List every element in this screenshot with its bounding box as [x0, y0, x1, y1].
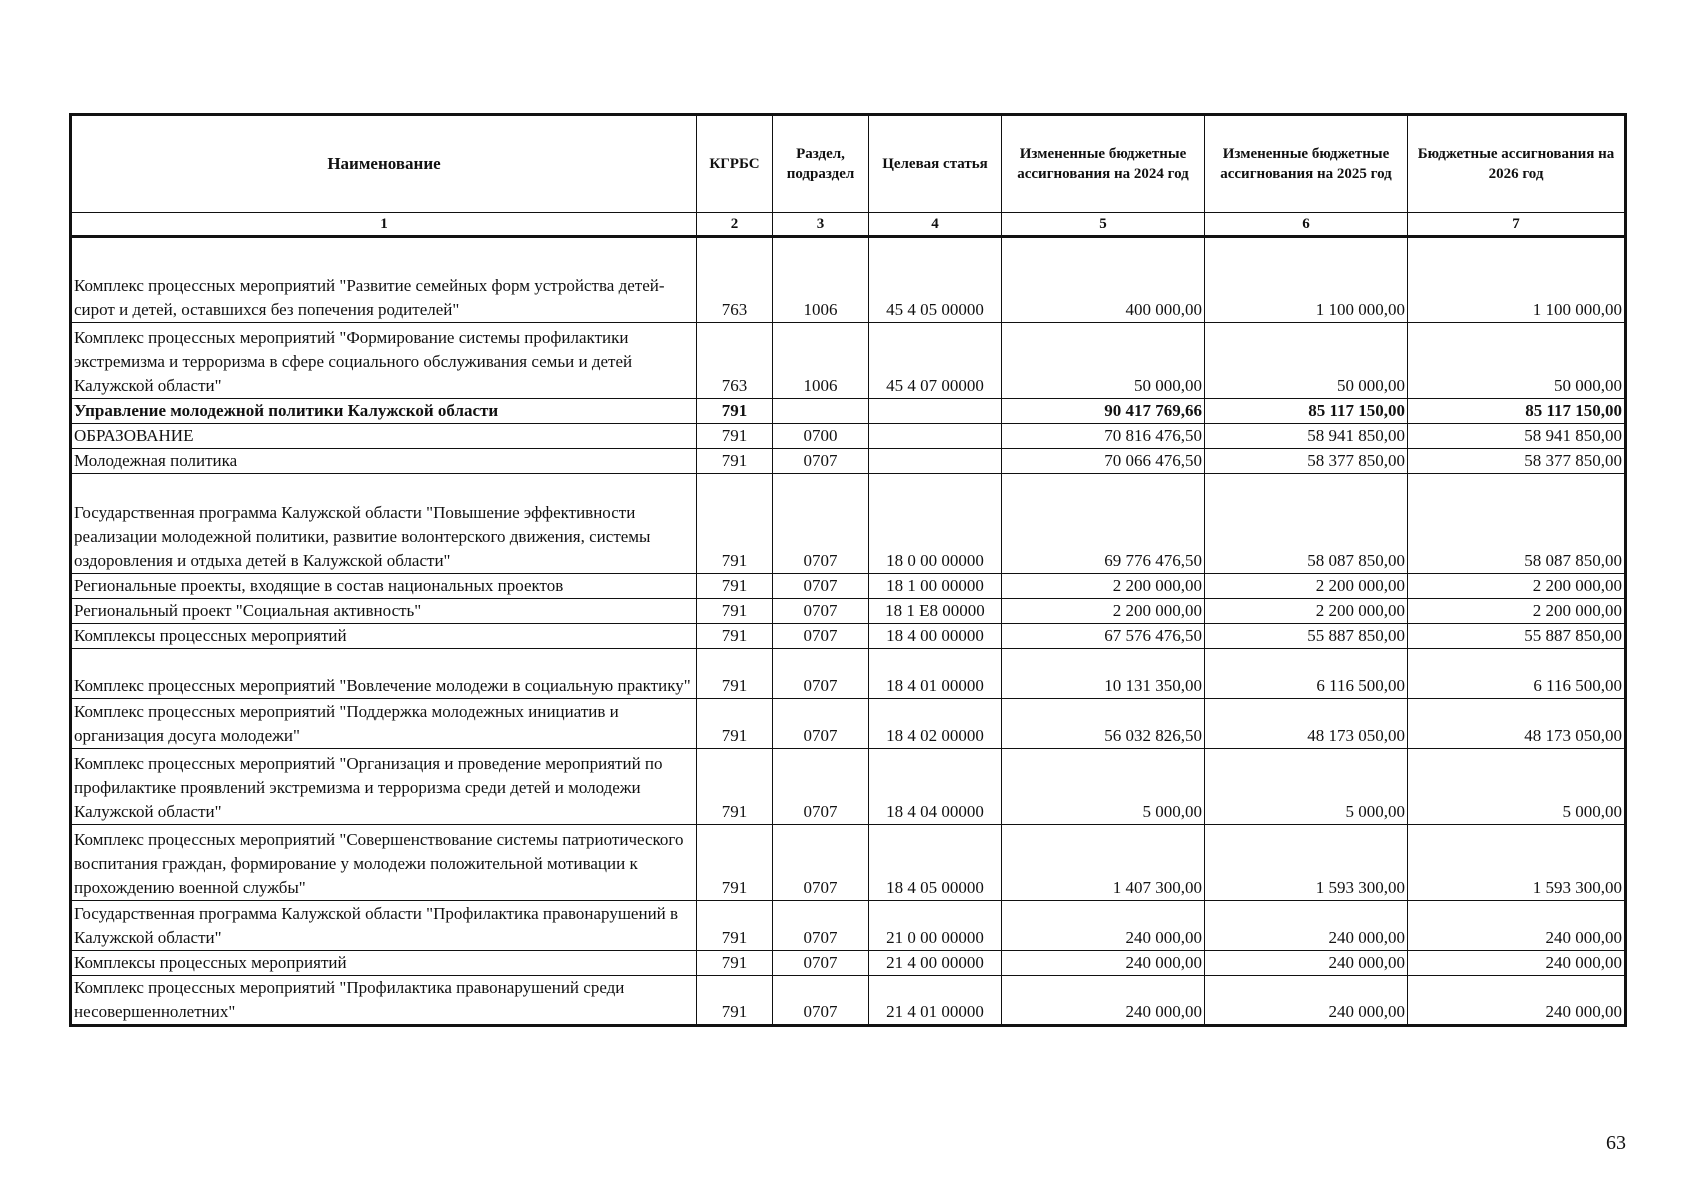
row-name: Комплекс процессных мероприятий "Совершенствование системы патриотического воспитания граждан, формирование у молодежи положительной мотивации к прохождению военной службы" — [71, 825, 697, 901]
row-kgrbs: 791 — [697, 624, 773, 649]
table-row — [71, 901, 1626, 951]
row-target: 18 4 04 00000 — [869, 749, 1002, 825]
row-target: 18 4 05 00000 — [869, 825, 1002, 901]
row-target: 45 4 07 00000 — [869, 323, 1002, 399]
row-kgrbs: 791 — [697, 699, 773, 749]
row-kgrbs: 791 — [697, 976, 773, 1026]
row-kgrbs: 791 — [697, 399, 773, 424]
table-row — [71, 599, 1626, 624]
row-amount-2026: 240 000,00 — [1408, 901, 1626, 951]
row-section: 0707 — [773, 901, 869, 951]
row-name: Комплекс процессных мероприятий "Профилактика правонарушений среди несовершеннолетних" — [71, 976, 697, 1026]
row-target: 18 4 00 00000 — [869, 624, 1002, 649]
header-section: Раздел, подраздел — [773, 115, 869, 213]
row-amount-2026: 6 116 500,00 — [1408, 649, 1626, 699]
row-section: 0707 — [773, 699, 869, 749]
table-row — [71, 976, 1626, 1026]
header-2026: Бюджетные ассигнования на 2026 год — [1408, 115, 1626, 213]
row-amount-2025: 1 593 300,00 — [1205, 825, 1408, 901]
header-name: Наименование — [71, 115, 697, 213]
row-amount-2024: 70 066 476,50 — [1002, 449, 1205, 474]
row-target: 18 0 00 00000 — [869, 474, 1002, 574]
table-row — [71, 649, 1626, 699]
table-row — [71, 574, 1626, 599]
header-target: Целевая статья — [869, 115, 1002, 213]
table-row — [71, 449, 1626, 474]
row-section: 0707 — [773, 951, 869, 976]
row-kgrbs: 791 — [697, 424, 773, 449]
budget-table — [69, 113, 1627, 1027]
row-amount-2026: 58 941 850,00 — [1408, 424, 1626, 449]
header-2025: Измененные бюджетные ассигнования на 2025 год — [1205, 115, 1408, 213]
row-amount-2025: 1 100 000,00 — [1205, 237, 1408, 323]
row-amount-2024: 70 816 476,50 — [1002, 424, 1205, 449]
row-amount-2024: 400 000,00 — [1002, 237, 1205, 323]
row-kgrbs: 791 — [697, 951, 773, 976]
row-amount-2026: 2 200 000,00 — [1408, 599, 1626, 624]
row-amount-2026: 50 000,00 — [1408, 323, 1626, 399]
row-name: Управление молодежной политики Калужской области — [71, 399, 697, 424]
row-amount-2025: 240 000,00 — [1205, 951, 1408, 976]
row-amount-2024: 2 200 000,00 — [1002, 599, 1205, 624]
row-name: Государственная программа Калужской области "Профилактика правонарушений в Калужской области" — [71, 901, 697, 951]
row-amount-2024: 56 032 826,50 — [1002, 699, 1205, 749]
row-kgrbs: 763 — [697, 323, 773, 399]
row-name: Региональный проект "Социальная активность" — [71, 599, 697, 624]
row-section — [773, 399, 869, 424]
row-amount-2025: 85 117 150,00 — [1205, 399, 1408, 424]
row-amount-2024: 1 407 300,00 — [1002, 825, 1205, 901]
row-amount-2025: 5 000,00 — [1205, 749, 1408, 825]
row-name: Комплексы процессных мероприятий — [71, 951, 697, 976]
table-row — [71, 825, 1626, 901]
row-target — [869, 399, 1002, 424]
page-number: 63 — [1606, 1132, 1626, 1154]
row-amount-2026: 240 000,00 — [1408, 951, 1626, 976]
row-amount-2025: 55 887 850,00 — [1205, 624, 1408, 649]
row-name: Комплексы процессных мероприятий — [71, 624, 697, 649]
row-section: 0707 — [773, 825, 869, 901]
column-number: 2 — [697, 213, 773, 237]
row-section: 0707 — [773, 749, 869, 825]
column-number: 1 — [71, 213, 697, 237]
row-amount-2025: 240 000,00 — [1205, 901, 1408, 951]
row-amount-2024: 50 000,00 — [1002, 323, 1205, 399]
row-target: 45 4 05 00000 — [869, 237, 1002, 323]
row-amount-2024: 240 000,00 — [1002, 951, 1205, 976]
row-amount-2026: 85 117 150,00 — [1408, 399, 1626, 424]
table-row — [71, 399, 1626, 424]
row-amount-2025: 50 000,00 — [1205, 323, 1408, 399]
table-row — [71, 699, 1626, 749]
row-name: Комплекс процессных мероприятий "Развитие семейных форм устройства детей-сирот и детей, оставшихся без попечения родителей" — [71, 237, 697, 323]
row-name: Комплекс процессных мероприятий "Формирование системы профилактики экстремизма и терроризма в сфере социального обслуживания семьи и детей Калужской области" — [71, 323, 697, 399]
row-amount-2026: 48 173 050,00 — [1408, 699, 1626, 749]
row-name: Государственная программа Калужской области "Повышение эффективности реализации молодежной политики, развитие волонтерского движения, системы оздоровления и отдыха детей в Калужской области" — [71, 474, 697, 574]
row-amount-2025: 2 200 000,00 — [1205, 599, 1408, 624]
column-number: 5 — [1002, 213, 1205, 237]
row-amount-2026: 58 377 850,00 — [1408, 449, 1626, 474]
row-section: 0707 — [773, 474, 869, 574]
row-section: 1006 — [773, 237, 869, 323]
column-number: 4 — [869, 213, 1002, 237]
table-row — [71, 624, 1626, 649]
row-kgrbs: 791 — [697, 749, 773, 825]
row-name: ОБРАЗОВАНИЕ — [71, 424, 697, 449]
header-row — [71, 115, 1626, 213]
row-amount-2025: 2 200 000,00 — [1205, 574, 1408, 599]
row-kgrbs: 791 — [697, 649, 773, 699]
row-kgrbs: 791 — [697, 449, 773, 474]
header-2024: Измененные бюджетные ассигнования на 2024 год — [1002, 115, 1205, 213]
column-number-row — [71, 213, 1626, 237]
row-section: 0707 — [773, 976, 869, 1026]
row-target — [869, 449, 1002, 474]
header-kgrbs: КГРБС — [697, 115, 773, 213]
row-target: 21 4 01 00000 — [869, 976, 1002, 1026]
column-number: 7 — [1408, 213, 1626, 237]
row-kgrbs: 763 — [697, 237, 773, 323]
row-amount-2024: 5 000,00 — [1002, 749, 1205, 825]
row-target: 21 0 00 00000 — [869, 901, 1002, 951]
row-amount-2026: 240 000,00 — [1408, 976, 1626, 1026]
row-amount-2026: 1 593 300,00 — [1408, 825, 1626, 901]
row-section: 0707 — [773, 574, 869, 599]
row-amount-2025: 6 116 500,00 — [1205, 649, 1408, 699]
row-amount-2026: 5 000,00 — [1408, 749, 1626, 825]
column-number: 3 — [773, 213, 869, 237]
row-section: 0707 — [773, 449, 869, 474]
row-name: Комплекс процессных мероприятий "Поддержка молодежных инициатив и организация досуга молодежи" — [71, 699, 697, 749]
row-amount-2026: 55 887 850,00 — [1408, 624, 1626, 649]
table-row — [71, 323, 1626, 399]
row-kgrbs: 791 — [697, 825, 773, 901]
column-number: 6 — [1205, 213, 1408, 237]
row-target: 18 4 02 00000 — [869, 699, 1002, 749]
row-amount-2026: 1 100 000,00 — [1408, 237, 1626, 323]
row-target — [869, 424, 1002, 449]
row-kgrbs: 791 — [697, 474, 773, 574]
row-amount-2024: 90 417 769,66 — [1002, 399, 1205, 424]
row-target: 18 1 00 00000 — [869, 574, 1002, 599]
row-section: 1006 — [773, 323, 869, 399]
row-section: 0707 — [773, 624, 869, 649]
row-section: 0707 — [773, 599, 869, 624]
row-amount-2026: 58 087 850,00 — [1408, 474, 1626, 574]
table-row — [71, 474, 1626, 574]
table-row — [71, 424, 1626, 449]
row-name: Молодежная политика — [71, 449, 697, 474]
row-amount-2025: 240 000,00 — [1205, 976, 1408, 1026]
row-amount-2025: 58 087 850,00 — [1205, 474, 1408, 574]
row-amount-2024: 69 776 476,50 — [1002, 474, 1205, 574]
row-target: 18 1 E8 00000 — [869, 599, 1002, 624]
row-amount-2024: 2 200 000,00 — [1002, 574, 1205, 599]
table-row — [71, 951, 1626, 976]
row-target: 18 4 01 00000 — [869, 649, 1002, 699]
row-amount-2025: 48 173 050,00 — [1205, 699, 1408, 749]
row-target: 21 4 00 00000 — [869, 951, 1002, 976]
row-name: Региональные проекты, входящие в состав национальных проектов — [71, 574, 697, 599]
row-kgrbs: 791 — [697, 599, 773, 624]
row-section: 0700 — [773, 424, 869, 449]
row-name: Комплекс процессных мероприятий "Вовлечение молодежи в социальную практику" — [71, 649, 697, 699]
table-body — [71, 237, 1626, 1026]
row-amount-2025: 58 941 850,00 — [1205, 424, 1408, 449]
table-row — [71, 237, 1626, 323]
row-amount-2024: 240 000,00 — [1002, 976, 1205, 1026]
row-amount-2024: 67 576 476,50 — [1002, 624, 1205, 649]
row-section: 0707 — [773, 649, 869, 699]
row-amount-2024: 10 131 350,00 — [1002, 649, 1205, 699]
row-kgrbs: 791 — [697, 574, 773, 599]
row-name: Комплекс процессных мероприятий "Организация и проведение мероприятий по профилактике проявлений экстремизма и терроризма среди детей и молодежи Калужской области" — [71, 749, 697, 825]
row-amount-2024: 240 000,00 — [1002, 901, 1205, 951]
row-kgrbs: 791 — [697, 901, 773, 951]
table-row — [71, 749, 1626, 825]
row-amount-2025: 58 377 850,00 — [1205, 449, 1408, 474]
row-amount-2026: 2 200 000,00 — [1408, 574, 1626, 599]
